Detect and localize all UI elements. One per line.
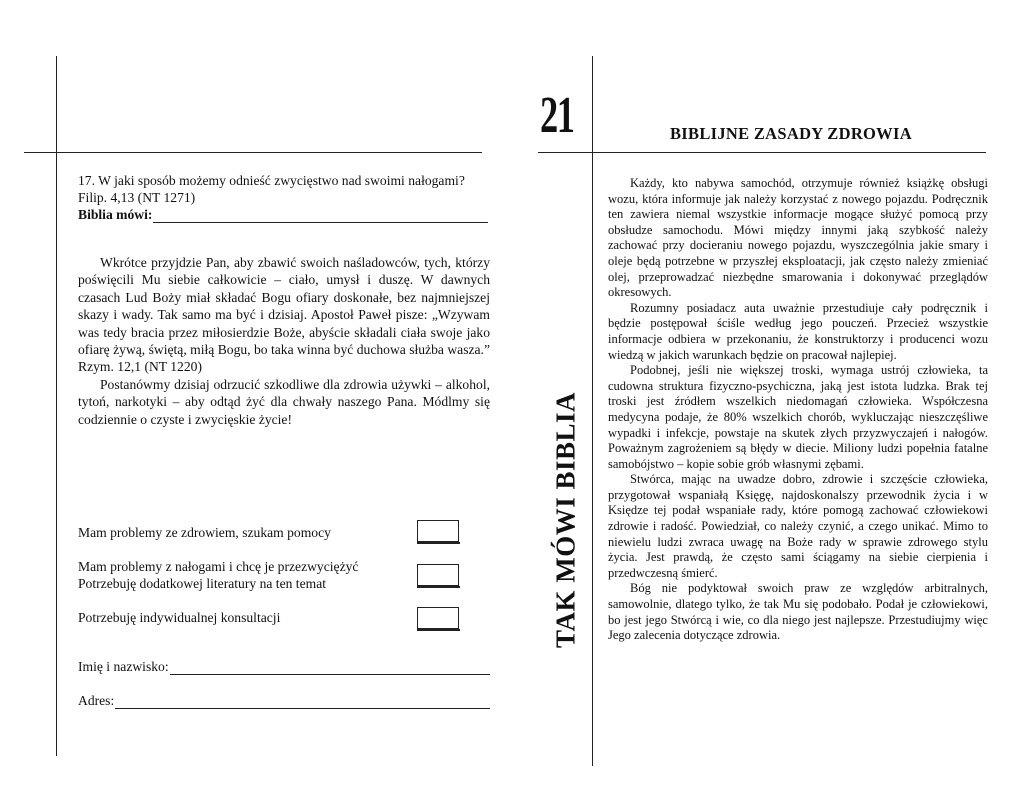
- vertical-title: [546, 360, 586, 680]
- option-health-problems-label: Mam problemy ze zdrowiem, szukam pomocy: [78, 525, 331, 540]
- right-paragraph-5: Bóg nie podyktował swoich praw ze względów arbitralnych, samowolnie, dlatego tylko, że tak Mu się podobało. Podał je człowiekowi, bo jest jego Stwórcą i wie, co dla niego jest najlepsze. Przestudiujmy więc Jego zalecenia dotyczące zdrowia.: [608, 581, 988, 643]
- address-label: Adres:: [78, 693, 115, 708]
- right-body-text: [608, 176, 988, 644]
- left-paragraph-2: Postanówmy dzisiaj odrzucić szkodliwe dla zdrowia używki – alkohol, tytoń, narkotyki – aby odtąd żyć dla chwały naszego Pana. Módlmy się codziennie o czyste i zwycięskie życie!: [78, 376, 490, 427]
- name-underline: [170, 662, 490, 675]
- name-label: Imię i nazwisko:: [78, 659, 169, 674]
- right-paragraph-4: Stwórca, mając na uwadze dobro, zdrowie i szczęście człowieka, przygotował wspaniałą Księgę, najdoskonalszy przewodnik życia i w Księdze tej podał wspaniałe rady, które pomogą zachować człowiekowi zdrowie i radość. Powiedział, co należy czynić, a czego unikać. Mimo to niewielu ludzi zwraca uwagę na Boże rady w sprawie zdrowego stylu życia. Jest prawdą, że często sami ściągamy na siebie cierpienia i przedwczesną śmierć.: [608, 472, 988, 580]
- option-addiction-literature-checkbox[interactable]: [417, 564, 459, 586]
- name-field[interactable]: [78, 658, 490, 675]
- left-page-top-rule: [24, 152, 482, 153]
- biblia-mowi-answer-field[interactable]: [78, 206, 488, 223]
- right-paragraph-3: Podobnej, jeśli nie większej troski, wymaga ustrój człowieka, ta cudowna struktura fizyczno-psychiczna, jaką jest istota ludzka. Brak tej troski jest źródłem wszelkich niedomagań człowieka. Współczesna medycyna podaje, że 80% wszelkich chorób, wykluczając nieszczęśliwe wypadki i infekcje, powstaje na skutek złych przyzwyczajeń i nałogów. Poważnym zagrożeniem są błędy w diecie. Miliony ludzi popełnia fatalne samobójstwo – kopie sobie grób własnymi zębami.: [608, 363, 988, 471]
- option-literature-label: Potrzebuję dodatkowej literatury na ten temat: [78, 576, 326, 591]
- option-consultation-checkbox[interactable]: [417, 607, 459, 629]
- page-title: BIBLIJNE ZASADY ZDROWIA: [670, 124, 912, 143]
- left-paragraph-1: Wkrótce przyjdzie Pan, aby zbawić swoich naśladowców, tych, którzy poświęcili Mu siebie całkowicie – ciało, umysł i duszę. W dawnych czasach Lud Boży miał składać Bogu ofiary doskonałe, bez najmniejszej skazy i wady. Tak samo ma być i dzisiaj. Apostoł Paweł pisze: „Wzywam was tedy bracia przez miłosierdzie Boże, abyście składali ciała swoje jako ofiarę żywą, świętą, miłą Bogu, bo taka winna być duchowa służba wasza.” Rzym. 12,1 (NT 1220): [78, 255, 490, 375]
- right-paragraph-2: Rozumny posiadacz auta uważnie przestudiuje cały podręcznik i będzie postępował ściśle według jego pouczeń. Przecież wszystkie informacje odbiera w przekonaniu, że konstruktorzy i producenci wozu wiedzą w jakich warunkach będzie on pracował najlepiej.: [608, 300, 988, 362]
- left-page-vertical-rule: [56, 56, 57, 756]
- right-paragraph-1: Każdy, kto nabywa samochód, otrzymuje również książkę obsługi wozu, która informuje jak należy korzystać z nowego pojazdu. Podręcznik ten zawiera niemal wszystkie informacje mogące służyć pomocą przy obsłudze samochodu. Mówi między innymi jaką szybkość należy zachować przy docieraniu nowego pojazdu, wyszczególnia jakie smary i oleje będą potrzebne w przyszłej eksploatacji, jak często należy zmieniać olej, przeprowadzać niezbędne smarowania i dokonywać przeglądów okresowych.: [608, 176, 988, 300]
- address-field[interactable]: [78, 692, 490, 709]
- right-page-vertical-rule: [592, 56, 593, 766]
- question-17: 17. W jaki sposób możemy odnieść zwycięstwo nad swoimi nałogami? Filip. 4,13 (NT 1271): [78, 173, 465, 205]
- option-addiction-label: Mam problemy z nałogami i chcę je przezwyciężyć: [78, 559, 359, 574]
- option-consultation-label: Potrzebuję indywidualnej konsultacji: [78, 610, 281, 625]
- left-body-text: [78, 254, 490, 428]
- vertical-title-text: TAK MÓWI BIBLIA: [550, 391, 581, 649]
- option-health-problems-checkbox[interactable]: [417, 520, 459, 542]
- address-underline: [115, 696, 490, 709]
- right-page-top-rule: [538, 152, 986, 153]
- biblia-mowi-label: Biblia mówi:: [78, 207, 153, 222]
- answer-underline: [153, 210, 488, 223]
- page-number: 21: [540, 87, 574, 144]
